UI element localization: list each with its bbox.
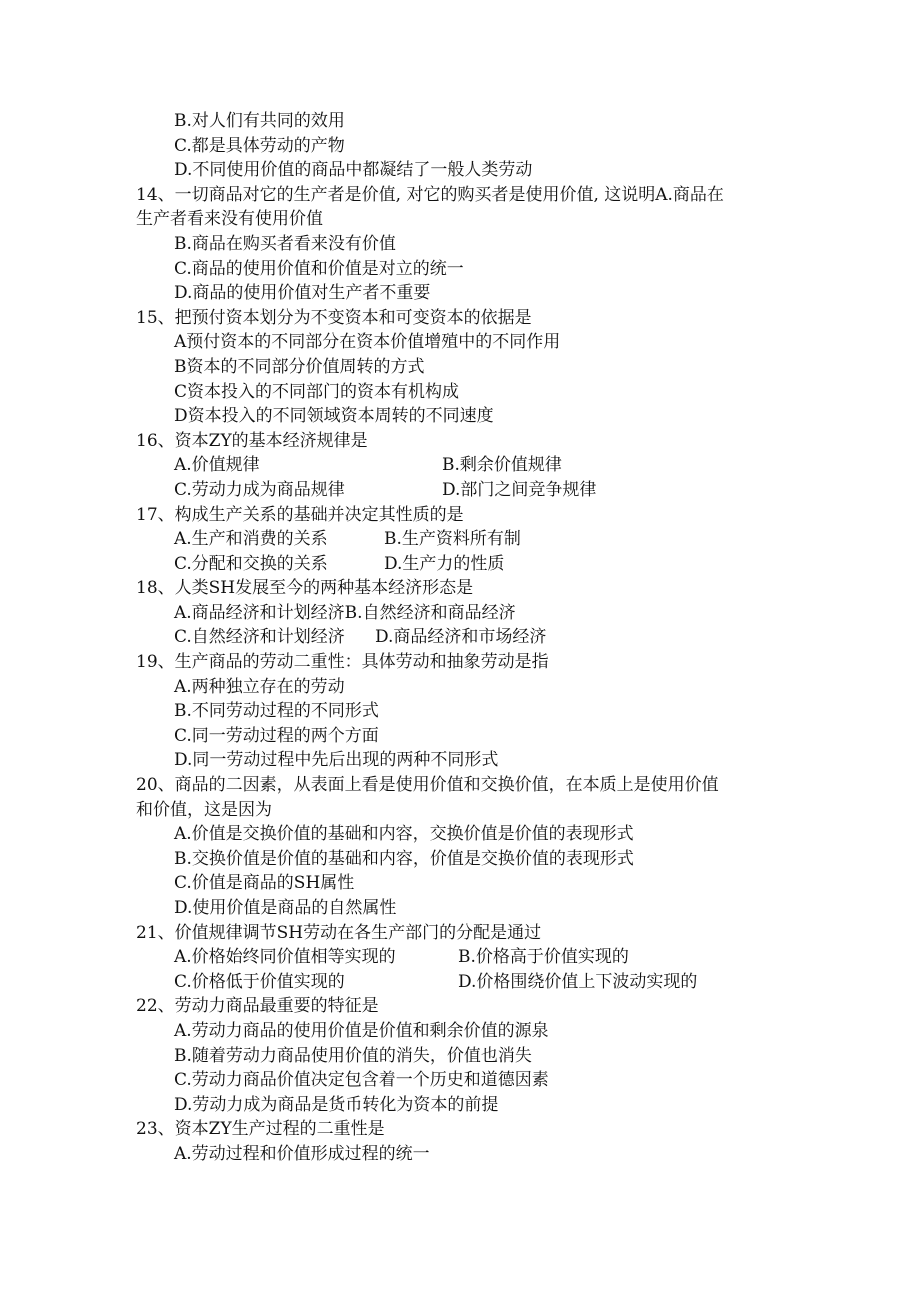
choice-row	[0, 552, 920, 577]
question-stem: 19、生产商品的劳动二重性：具体劳动和抽象劳动是指	[136, 652, 549, 673]
choice-option: D.商品经济和市场经济	[375, 627, 547, 648]
choice-option: A.劳动过程和价值形成过程的统一	[174, 1143, 430, 1164]
question-stem: 23、资本ZY生产过程的二重性是	[136, 1119, 385, 1140]
choice-option: D.商品的使用价值对生产者不重要	[174, 283, 431, 304]
choice-option: A.价值是交换价值的基础和内容，交换价值是价值的表现形式	[174, 824, 634, 845]
question-stem: 21、价值规律调节SH劳动在各生产部门的分配是通过	[136, 922, 542, 943]
choice-option: D.使用价值是商品的自然属性	[174, 898, 397, 918]
choice-option: D.部门之间竞争规律	[442, 479, 597, 500]
choice-option: C.自然经济和计划经济	[174, 627, 345, 648]
choice-row	[0, 945, 920, 970]
choice-row	[0, 625, 920, 650]
choice-option: C.同一劳动过程的两个方面	[174, 725, 379, 746]
choice-option: B.随着劳动力商品使用价值的消失，价值也消失	[174, 1045, 532, 1066]
choice-option: D.不同使用价值的商品中都凝结了一般人类劳动	[174, 160, 533, 181]
choice-option: D.同一劳动过程中先后出现的两种不同形式	[174, 750, 499, 771]
choice-option: A.两种独立存在的劳动	[174, 676, 345, 697]
choice-option: C资本投入的不同部门的资本有机构成	[174, 381, 460, 402]
choice-option: C.劳动力商品价值决定包含着一个历史和道德因素	[174, 1070, 549, 1091]
choice-option: B.不同劳动过程的不同形式	[174, 701, 379, 722]
choice-option: A.价值规律	[174, 455, 260, 476]
choice-option: A.劳动力商品的使用价值是价值和剩余价值的源泉	[174, 1020, 549, 1041]
choice-option: A.生产和消费的关系	[174, 529, 328, 550]
choice-option: B资本的不同部分价值周转的方式	[174, 356, 425, 377]
choice-row	[0, 453, 920, 478]
choice-option: A.商品经济和计划经济B.自然经济和商品经济	[174, 602, 516, 623]
choice-option: B.生产资料所有制	[384, 529, 521, 550]
choice-option: C.商品的使用价值和价值是对立的统一	[174, 258, 464, 279]
choice-option: B.交换价值是价值的基础和内容，价值是交换价值的表现形式	[174, 848, 634, 869]
question-stem: 22、劳动力商品最重要的特征是	[136, 996, 379, 1017]
choice-option: C.价格低于价值实现的	[174, 971, 345, 992]
question-stem: 17、构成生产关系的基础并决定其性质的是	[136, 504, 464, 525]
choice-option: C.分配和交换的关系	[174, 553, 328, 574]
choice-row	[0, 970, 920, 995]
choice-option: C.劳动力成为商品规律	[174, 479, 345, 500]
choice-row	[0, 478, 920, 503]
choice-option: D.劳动力成为商品是货币转化为资本的前提	[174, 1094, 499, 1115]
choice-row	[0, 527, 920, 552]
question-stem: 20、商品的二因素，从表面上看是使用价值和交换价值，在本质上是使用价值	[136, 775, 719, 796]
document-page	[0, 109, 920, 1167]
choice-option: D.价格围绕价值上下波动实现的	[458, 971, 698, 992]
question-stem-continued: 和价值，这是因为	[136, 799, 272, 820]
choice-option: B.商品在购买者看来没有价值	[174, 233, 396, 254]
choice-option: D资本投入的不同领域资本周转的不同速度	[174, 406, 494, 427]
choice-option: A预付资本的不同部分在资本价值增殖中的不同作用	[174, 332, 561, 353]
choice-option: B.价格高于价值实现的	[458, 947, 629, 968]
question-stem-continued: 生产者看来没有使用价值	[136, 209, 323, 230]
choice-option: D.生产力的性质	[384, 553, 505, 574]
question-stem: 14、一切商品对它的生产者是价值, 对它的购买者是使用价值, 这说明A.商品在	[136, 184, 724, 205]
choice-option: C.都是具体劳动的产物	[174, 135, 345, 156]
question-stem: 15、把预付资本划分为不变资本和可变资本的依据是	[136, 307, 532, 328]
question-stem: 16、资本ZY的基本经济规律是	[136, 430, 368, 451]
question-stem: 18、人类SH发展至今的两种基本经济形态是	[136, 578, 474, 599]
choice-option: B.剩余价值规律	[442, 455, 562, 476]
choice-option: B.对人们有共同的效用	[174, 111, 345, 131]
choice-option: C.价值是商品的SH属性	[174, 873, 355, 894]
choice-option: A.价格始终同价值相等实现的	[174, 947, 396, 968]
